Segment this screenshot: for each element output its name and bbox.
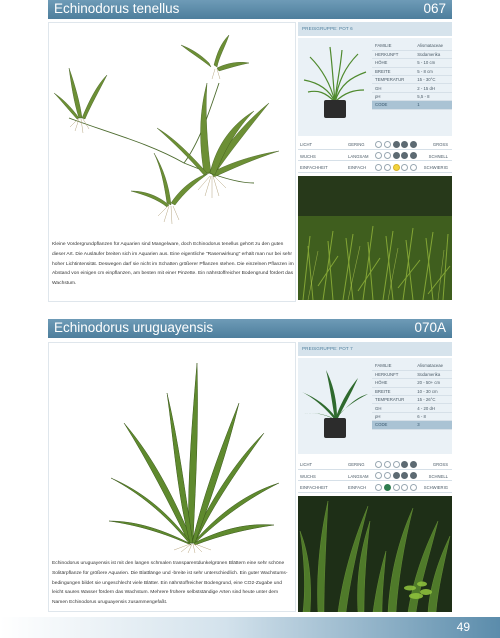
rating-high: GROSS [432, 142, 448, 147]
rating-low: LANGSAM [348, 153, 369, 159]
rating-dot [410, 461, 417, 468]
rating-label: WUCHS [300, 473, 316, 479]
rating-dot [401, 461, 408, 468]
plant-illustration [49, 343, 295, 553]
plant-title-bar [48, 319, 452, 338]
rating-dot [410, 164, 417, 171]
rating-dots [375, 461, 417, 468]
rating-low: LANGSAM [348, 473, 369, 479]
rating-dot [393, 461, 400, 468]
rating-panel [298, 138, 452, 173]
rating-label: LICHT [300, 462, 313, 467]
rating-row [298, 138, 452, 150]
plant-title-bar [48, 0, 452, 19]
rating-dots [375, 484, 417, 491]
plant-illustration [49, 23, 295, 243]
rating-label: EINFACHHEIT [300, 165, 328, 170]
rating-high: SCHWIERIG [423, 485, 448, 490]
rating-dot [384, 164, 391, 171]
rating-dot [410, 472, 417, 479]
rating-dot [393, 164, 400, 171]
rating-dot [375, 484, 382, 491]
page-number: 49 [456, 620, 470, 634]
rating-dot [375, 152, 382, 159]
rating-low: EINFACH [348, 165, 367, 170]
rating-label: WUCHS [300, 153, 316, 159]
rating-dots [375, 164, 417, 171]
info-table: FAMILIE Alismataceae HERKUNFT Südamerika HÖHE 5 - 10 cm BREITE 5 - 8 cm TEMPERATUR 15 - 30°C GH 2 - 15 dH pH 5,5 - 8 CODE 1 [372, 42, 452, 110]
rating-row [298, 470, 452, 482]
rating-dot [375, 141, 382, 148]
rating-low: EINFACH [348, 485, 367, 490]
rating-dot [401, 484, 408, 491]
rating-dot [375, 472, 382, 479]
rating-row [298, 481, 452, 493]
rating-dot [393, 472, 400, 479]
rating-dot [384, 141, 391, 148]
rating-dot [393, 141, 400, 148]
rating-dot [384, 461, 391, 468]
rating-dot [393, 152, 400, 159]
rating-dot [393, 484, 400, 491]
page-footer [0, 617, 500, 638]
rating-dot [401, 164, 408, 171]
price-group: PREISGRUPPE: POT 7 [298, 342, 452, 356]
rating-row [298, 150, 452, 162]
rating-dot [410, 141, 417, 148]
rating-dot [401, 141, 408, 148]
price-group: PREISGRUPPE: POT 6 [298, 22, 452, 36]
info-table: FAMILIE Alismataceae HERKUNFT Südamerika HÖHE 20 - 50+ cm BREITE 10 - 30 cm TEMPERATUR 15 - 26°C GH 4 - 20 dH pH 6 - 8 CODE 3 [372, 362, 452, 430]
rating-low: GERING [348, 462, 365, 467]
plant-description: Kleine Vordergrundpflanzen für Aquarien sind Mangelware, doch Echinodorus tenellus gehört zu den guten dieser Art. Die Ausläufer breiten sich im Aquarien aus. Eine eigentliche "Rasenwirkung" erhält man nur bei sehr hoher Lichtintensität. Deswegen darf sie nicht im Schatten größerer Pflanzen stehen. Die einzelnen Pflanzen im Abstand von einigen cm einpflanzen, am besten mit einer Pinzette. Ein nährstoffreicher Bodengrund fördert das Wachstum. [52, 242, 294, 287]
plant-number: 070A [414, 320, 446, 335]
plant-description: Echinodorus uruguayensis ist mit den langen schmalen transparentdunkelgrünen Blättern eine sehr schöne Solitärpflanze für größere Aquarien. Die Blattlänge und -breite ist sehr unterschiedlich. Ein guter Wachstums-bedingungen bildet sie ungeschlecht viele Blätter. Ein nährstoffreicher Bodengrund, eine CO2-Zugabe und leicht saures Wasser fördern das Wachstum. Mehrere frühere selbstständige Arten sind heute unter dem Namen Echinodorus uruguayensis zusammengefaßt. [52, 561, 288, 606]
rating-dot [384, 152, 391, 159]
rating-high: SCHWIERIG [423, 165, 448, 170]
rating-high: SCHNELL [428, 473, 448, 479]
rating-high: SCHNELL [428, 153, 448, 159]
rating-row [298, 458, 452, 470]
plant-name: Echinodorus tenellus [54, 1, 180, 16]
rating-dot [384, 484, 391, 491]
rating-dots [375, 141, 417, 148]
rating-dot [384, 472, 391, 479]
aquarium-photo [298, 176, 452, 300]
potted-plant-photo [300, 42, 370, 122]
rating-high: GROSS [432, 462, 448, 467]
rating-label: EINFACHHEIT [300, 485, 328, 490]
rating-panel [298, 458, 452, 493]
rating-dot [375, 461, 382, 468]
aquarium-photo [298, 496, 452, 612]
rating-dots [375, 472, 417, 479]
rating-dots [375, 152, 417, 159]
potted-plant-photo [300, 362, 370, 442]
rating-dot [375, 164, 382, 171]
rating-dot [410, 152, 417, 159]
rating-dot [401, 152, 408, 159]
plant-number: 067 [423, 1, 446, 16]
rating-dot [410, 484, 417, 491]
rating-label: LICHT [300, 142, 313, 147]
rating-dot [401, 472, 408, 479]
plant-name: Echinodorus uruguayensis [54, 320, 214, 335]
rating-row [298, 161, 452, 173]
rating-low: GERING [348, 142, 365, 147]
